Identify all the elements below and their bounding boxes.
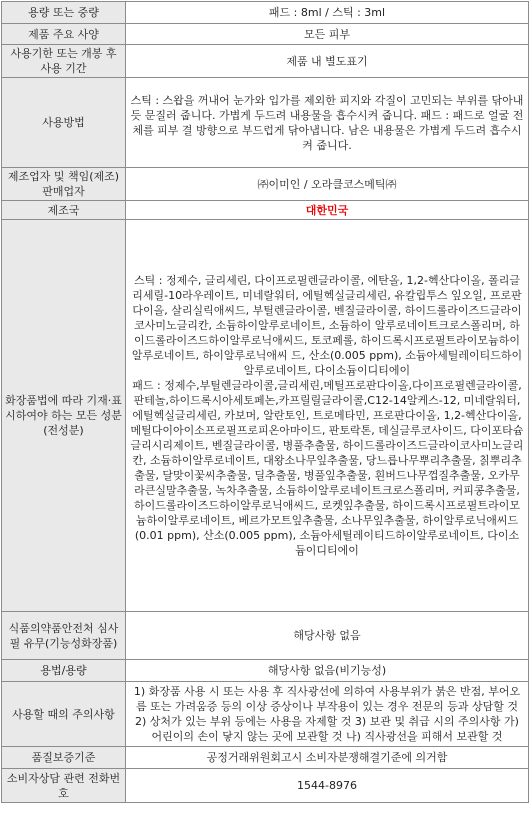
row-value: 패드 : 8ml / 스틱 : 3ml	[126, 2, 529, 24]
row-label: 사용방법	[2, 78, 126, 168]
phone-number: 1544-8976	[126, 769, 529, 803]
row-value: 해당사항 없음(비기능성)	[126, 660, 529, 682]
row-value: 모든 피부	[126, 24, 529, 45]
row-label: 제품 주요 사양	[2, 24, 126, 45]
ingredients-pad: 패드 : 정제수,부틸렌글라이콜,글리세린,메틸프로판다이올,다이프로필렌글라이콜,판테놀,하이드록시아세토페논,카프릴릴글라이콜,C12-14알케스-12, 미네랄워터, 에틸헥실글리세린, 카보머, 알란토인, 트로메타민, 프로판다이올, 1,2-헥산다이올, 메틸다이아이소프로필프로피온아마이드, 판토락톤, 데실글루코사이드, 다이포타슘글리시리제이트, 벤질글라이콜, 병풀추출물, 하이드롤라이즈드글라이코사미노글리칸, 소듐하이알루로네이트, 대왕소나무잎추출물, 당느릅나무뿌리추출물, 칡뿌리추출물, 달맞이꽃씨추출물, 딜추출물, 병풀잎추출물, 흰버드나무껍질추출물, 오카무라큰실말추출물, 녹차추출물, 소듐하이알루로네이트크로스폴리머, 커피콩추출물, 하이드롤라이즈드하이알루로닉애씨드, 로켓잎추출물, 하이드록시프로필트라이모늄하이알루로네이트, 베르가모트잎추출물, 소나무잎추출물, 하이알루로닉애씨드(0.01 ppm), 산소(0.005 ppm), 소듐아세틸레이티드하이알루로네이트, 다이소듐이디티에이	[130, 379, 524, 557]
row-label: 제조업자 및 책임(제조)판매업자	[2, 168, 126, 201]
row-label: 용법/용량	[2, 660, 126, 682]
row-value: 해당사항 없음	[126, 612, 529, 660]
table-row	[2, 682, 529, 747]
row-value: 공정거래위원회고시 소비자분쟁해결기준에 의거함	[126, 747, 529, 769]
usage-method: 스틱 : 스왑을 꺼내어 눈가와 입가를 제외한 피지와 각질이 고민되는 부위를 닦아내 듯 문질러 줍니다. 가볍게 두드려 내용물을 흡수시켜 줍니다. 패드 : 패드로 얼굴 전체를 피부 결 방향으로 부드럽게 닦아냅니다. 남은 내용물은 가볍게 두드려 흡수시켜 줍니다.	[126, 78, 529, 168]
table-row	[2, 168, 529, 201]
row-label: 제조국	[2, 201, 126, 220]
ingredients-stick: 스틱 : 정제수, 글리세린, 다이프로필렌글라이콜, 에탄올, 1,2-헥산다이올, 폴리글리세릴-10라우레이트, 미네랄워터, 에틸헥실글리세린, 유칼립투스 잎오일, 프로판다이올, 살리실릭애씨드, 부틸렌글라이콜, 벤질글라이콜, 하이드롤라이즈드글라이코사미노글리칸, 소듐하이알루로네이트, 소듐하이 알루로네이트크로스폴리머, 하이드롤라이즈드하이알루로닉애씨드, 토코페롤, 하이드록시프로필트라이모늄하이알루로네이트, 하이알루로닉애씨 드, 산소(0.005 ppm), 소듐아세틸레이티드하이알루로네이트, 다이소듐이디티에이	[131, 274, 523, 377]
table-row	[2, 45, 529, 78]
row-label: 품질보증기준	[2, 747, 126, 769]
table-row	[2, 769, 529, 803]
table-row	[2, 660, 529, 682]
table-row	[2, 220, 529, 612]
row-value: 제품 내 별도표기	[126, 45, 529, 78]
table-row	[2, 78, 529, 168]
manufacturer: ㈜이미인 / 오라클코스메틱㈜	[126, 168, 529, 201]
table-row	[2, 612, 529, 660]
row-label: 용량 또는 중량	[2, 2, 126, 24]
table-row	[2, 2, 529, 24]
row-label: 사용할 때의 주의사항	[2, 682, 126, 747]
precautions: 1) 화장품 사용 시 또는 사용 후 직사광선에 의하여 사용부위가 붉은 반점, 부어오름 또는 가려움증 등의 이상 증상이나 부작용이 있는 경우 전문의 등과 상담할 것 2) 상처가 있는 부위 등에는 사용을 자제할 것 3) 보관 및 취급 시의 주의사항 가) 어린이의 손이 닿지 않는 곳에 보관할 것 나) 직사광선을 피해서 보관할 것	[126, 682, 529, 747]
row-label: 소비자상담 관련 전화번호	[2, 769, 126, 803]
ingredients	[126, 220, 529, 612]
table-row	[2, 24, 529, 45]
row-label: 화장품법에 따라 기재·표시하여야 하는 모든 성분 (전성분)	[2, 220, 126, 612]
row-label: 사용기한 또는 개봉 후 사용 기간	[2, 45, 126, 78]
row-label: 식품의약품안전처 심사 필 유무(기능성화장품)	[2, 612, 126, 660]
table-row	[2, 747, 529, 769]
product-info-table	[1, 1, 529, 803]
table-row	[2, 201, 529, 220]
country-of-origin: 대한민국	[126, 201, 529, 220]
